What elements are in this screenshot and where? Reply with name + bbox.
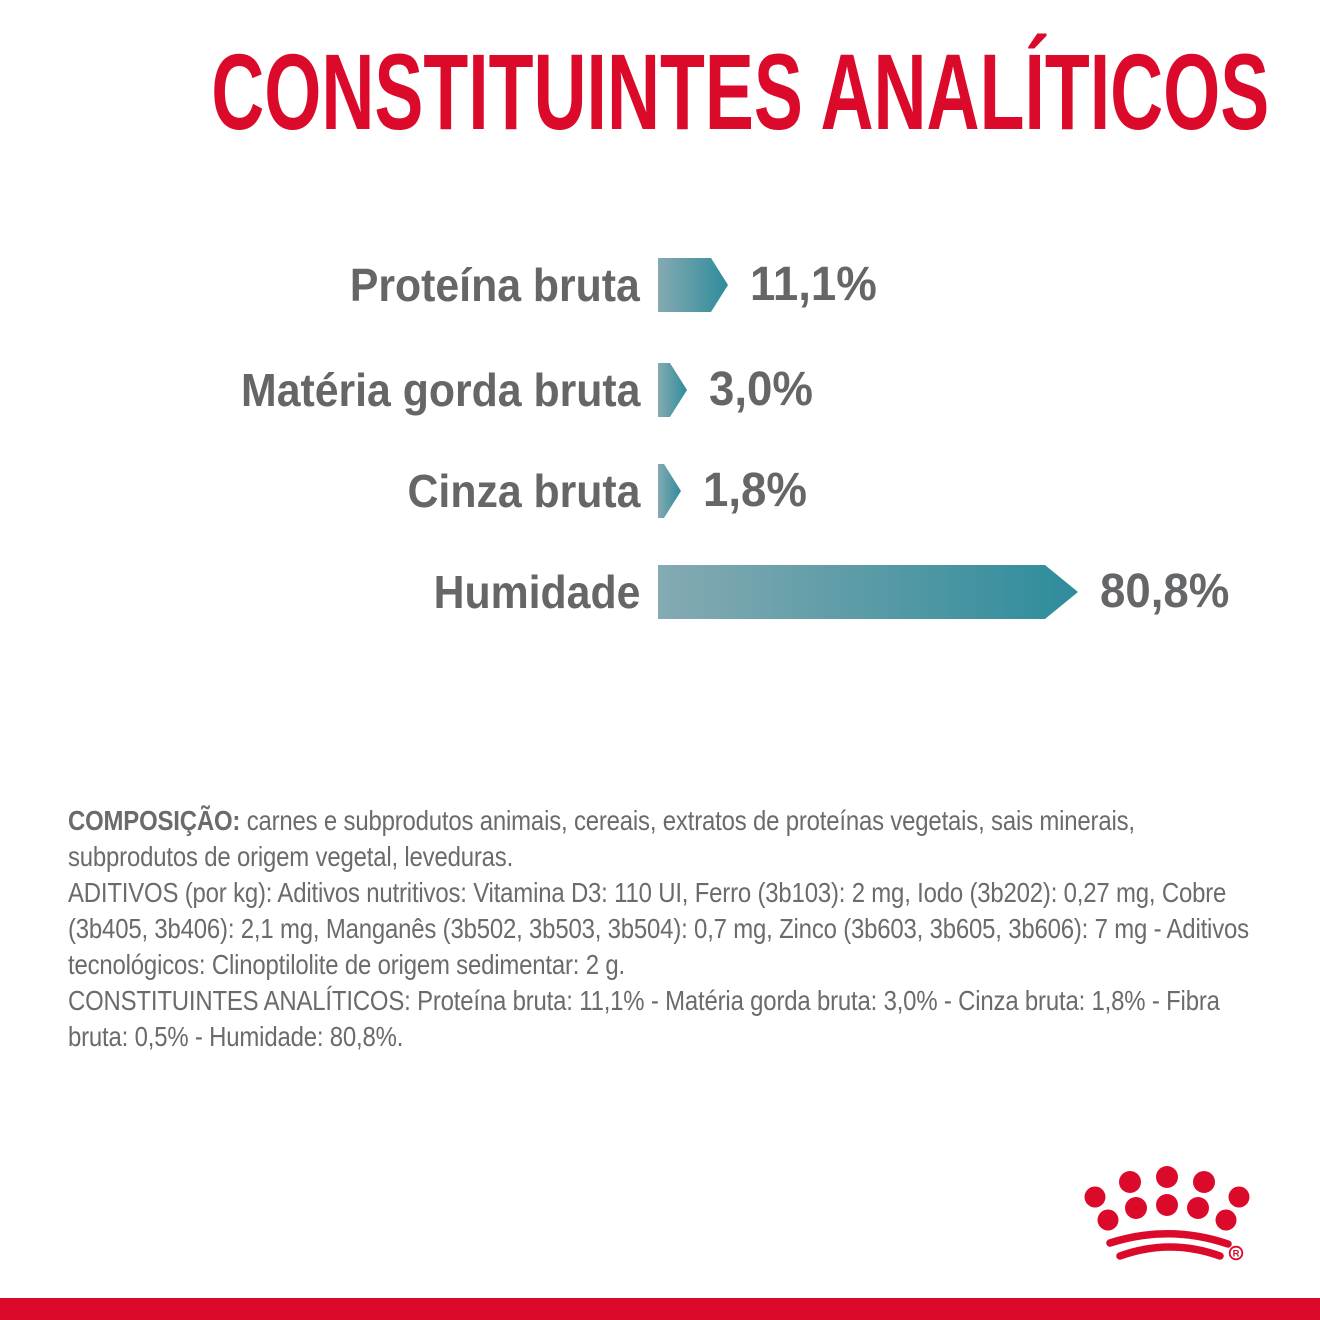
bar-value: 80,8% (1100, 565, 1230, 618)
bar-protein (658, 258, 728, 312)
crown-lower-arc (1120, 1247, 1220, 1256)
bar-label: Humidade (433, 566, 640, 618)
bar-value: 11,1% (750, 258, 877, 311)
bar-value: 3,0% (709, 363, 813, 416)
royal-canin-crown-icon (1083, 1163, 1255, 1265)
chart-row-fat (0, 363, 1320, 417)
bar-value: 1,8% (703, 464, 807, 517)
page-title: CONSTITUINTES ANALÍTICOS (211, 31, 1270, 152)
svg-text:R: R (1232, 1248, 1240, 1260)
bar-moisture (658, 565, 1078, 619)
chart-row-protein (0, 258, 1320, 312)
fine-print-text: carnes e subprodutos animais, cereais, extratos de proteínas vegetais, sais minerais, (246, 805, 1135, 836)
bar-label: Matéria gorda bruta (240, 364, 640, 416)
registered-trademark-icon (1230, 1247, 1243, 1260)
fine-print-line: ADITIVOS (por kg): Aditivos nutritivos: Vitamina D3: 110 UI, Ferro (3b103): 2 mg, Iodo (3b202): 0,27 mg, Cobre (68, 877, 1227, 908)
chart-row-moisture (0, 565, 1320, 619)
fine-print-line: CONSTITUINTES ANALÍTICOS: Proteína bruta: 11,1% - Matéria gorda bruta: 3,0% - Cinza bruta: 1,8% - Fibra (68, 985, 1220, 1016)
composition-fine-print (68, 803, 1267, 1055)
bar-label: Cinza bruta (407, 465, 640, 517)
bar-ash (658, 464, 681, 518)
bar-fat (658, 363, 687, 417)
bar-label: Proteína bruta (349, 259, 640, 311)
fine-print-line: (3b405, 3b406): 2,1 mg, Manganês (3b502, 3b503, 3b504): 0,7 mg, Zinco (3b603, 3b605, 3b606): 7 mg - Aditivos (68, 913, 1249, 944)
brand-red-stripe (0, 1298, 1320, 1320)
fine-print-line: subprodutos de origem vegetal, leveduras. (68, 841, 514, 872)
fine-print-line: bruta: 0,5% - Humidade: 80,8%. (68, 1021, 404, 1052)
chart-row-ash (0, 464, 1320, 518)
crown-upper-arc (1110, 1234, 1228, 1244)
fine-print-line (68, 803, 1267, 839)
fine-print-line: tecnológicos: Clinoptilolite de origem sedimentar: 2 g. (68, 949, 625, 980)
composition-heading: COMPOSIÇÃO: (68, 805, 247, 836)
